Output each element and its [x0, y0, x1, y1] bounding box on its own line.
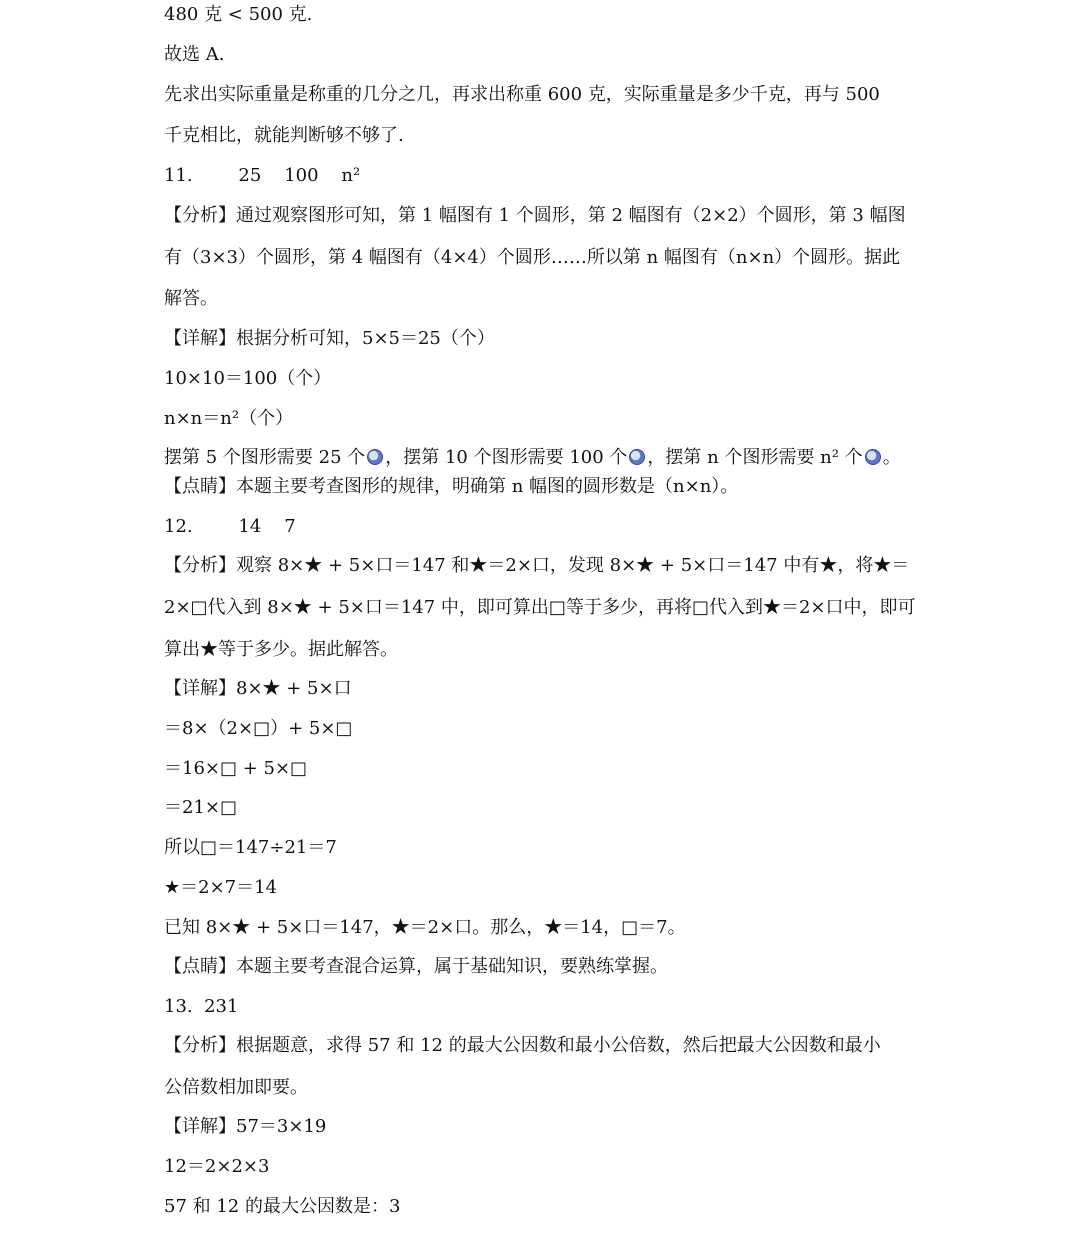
- text-segment: 。: [882, 447, 901, 468]
- text-segment: ，摆第 n 个图形需要 n² 个: [647, 447, 863, 468]
- text-line: 故选 A.: [164, 44, 225, 65]
- text-line: 【详解】根据分析可知，5×5＝25（个）: [164, 328, 495, 349]
- text-line: 10×10＝100（个）: [164, 368, 332, 389]
- text-line: 12. 14 7: [164, 516, 296, 537]
- text-line: 2×□代入到 8×★ + 5×口＝147 中，即可算出□等于多少，再将□代入到★＝2×口中，即可: [164, 597, 916, 618]
- text-line: ＝8×（2×□）+ 5×□: [164, 718, 353, 739]
- text-line: 【点睛】本题主要考查图形的规律，明确第 n 幅图的圆形数是（n×n）。: [164, 476, 739, 497]
- text-line: 算出★等于多少。据此解答。: [164, 639, 398, 660]
- text-line: 480 克 < 500 克.: [164, 4, 313, 25]
- text-line: 已知 8×★ + 5×口＝147，★＝2×口。那么，★＝14，□＝7。: [164, 917, 686, 938]
- text-line: 【详解】8×★ + 5×口: [164, 678, 352, 699]
- text-line: 【分析】通过观察图形可知，第 1 幅图有 1 个圆形，第 2 幅图有（2×2）个圆形，第 3 幅图: [164, 205, 906, 226]
- circle-icon: [865, 449, 881, 465]
- text-line: 【分析】根据题意，求得 57 和 12 的最大公因数和最小公倍数，然后把最大公因数和最小: [164, 1035, 881, 1056]
- text-line: n×n＝n²（个）: [164, 408, 294, 429]
- text-line: ＝21×□: [164, 797, 237, 818]
- text-line-with-circle-icons: [164, 447, 901, 469]
- text-line: 公倍数相加即要。: [164, 1077, 308, 1098]
- circle-icon: [367, 449, 383, 465]
- text-line: 57 和 12 的最大公因数是：3: [164, 1196, 401, 1217]
- text-segment: ，摆第 10 个图形需要 100 个: [385, 447, 628, 468]
- text-segment: 摆第 5 个图形需要 25 个: [164, 447, 366, 468]
- text-line: 先求出实际重量是称重的几分之几，再求出称重 600 克，实际重量是多少千克，再与 500: [164, 84, 880, 105]
- text-line: 11. 25 100 n²: [164, 165, 361, 186]
- text-line: ＝16×□ + 5×□: [164, 758, 308, 779]
- text-line: 13. 231: [164, 996, 239, 1017]
- text-line: 所以□＝147÷21＝7: [164, 837, 337, 858]
- text-line: 千克相比，就能判断够不够了.: [164, 125, 404, 146]
- circle-icon: [629, 449, 645, 465]
- text-line: 【详解】57＝3×19: [164, 1116, 327, 1137]
- text-line: 12＝2×2×3: [164, 1156, 270, 1177]
- text-line: 解答。: [164, 288, 218, 309]
- text-line: ★＝2×7＝14: [164, 877, 278, 898]
- text-line: 【分析】观察 8×★ + 5×口＝147 和★＝2×口，发现 8×★ + 5×口＝147 中有★，将★＝: [164, 555, 910, 576]
- text-line: 【点睛】本题主要考查混合运算，属于基础知识，要熟练掌握。: [164, 956, 668, 977]
- text-line: 有（3×3）个圆形，第 4 幅图有（4×4）个圆形……所以第 n 幅图有（n×n）个圆形。据此: [164, 247, 901, 268]
